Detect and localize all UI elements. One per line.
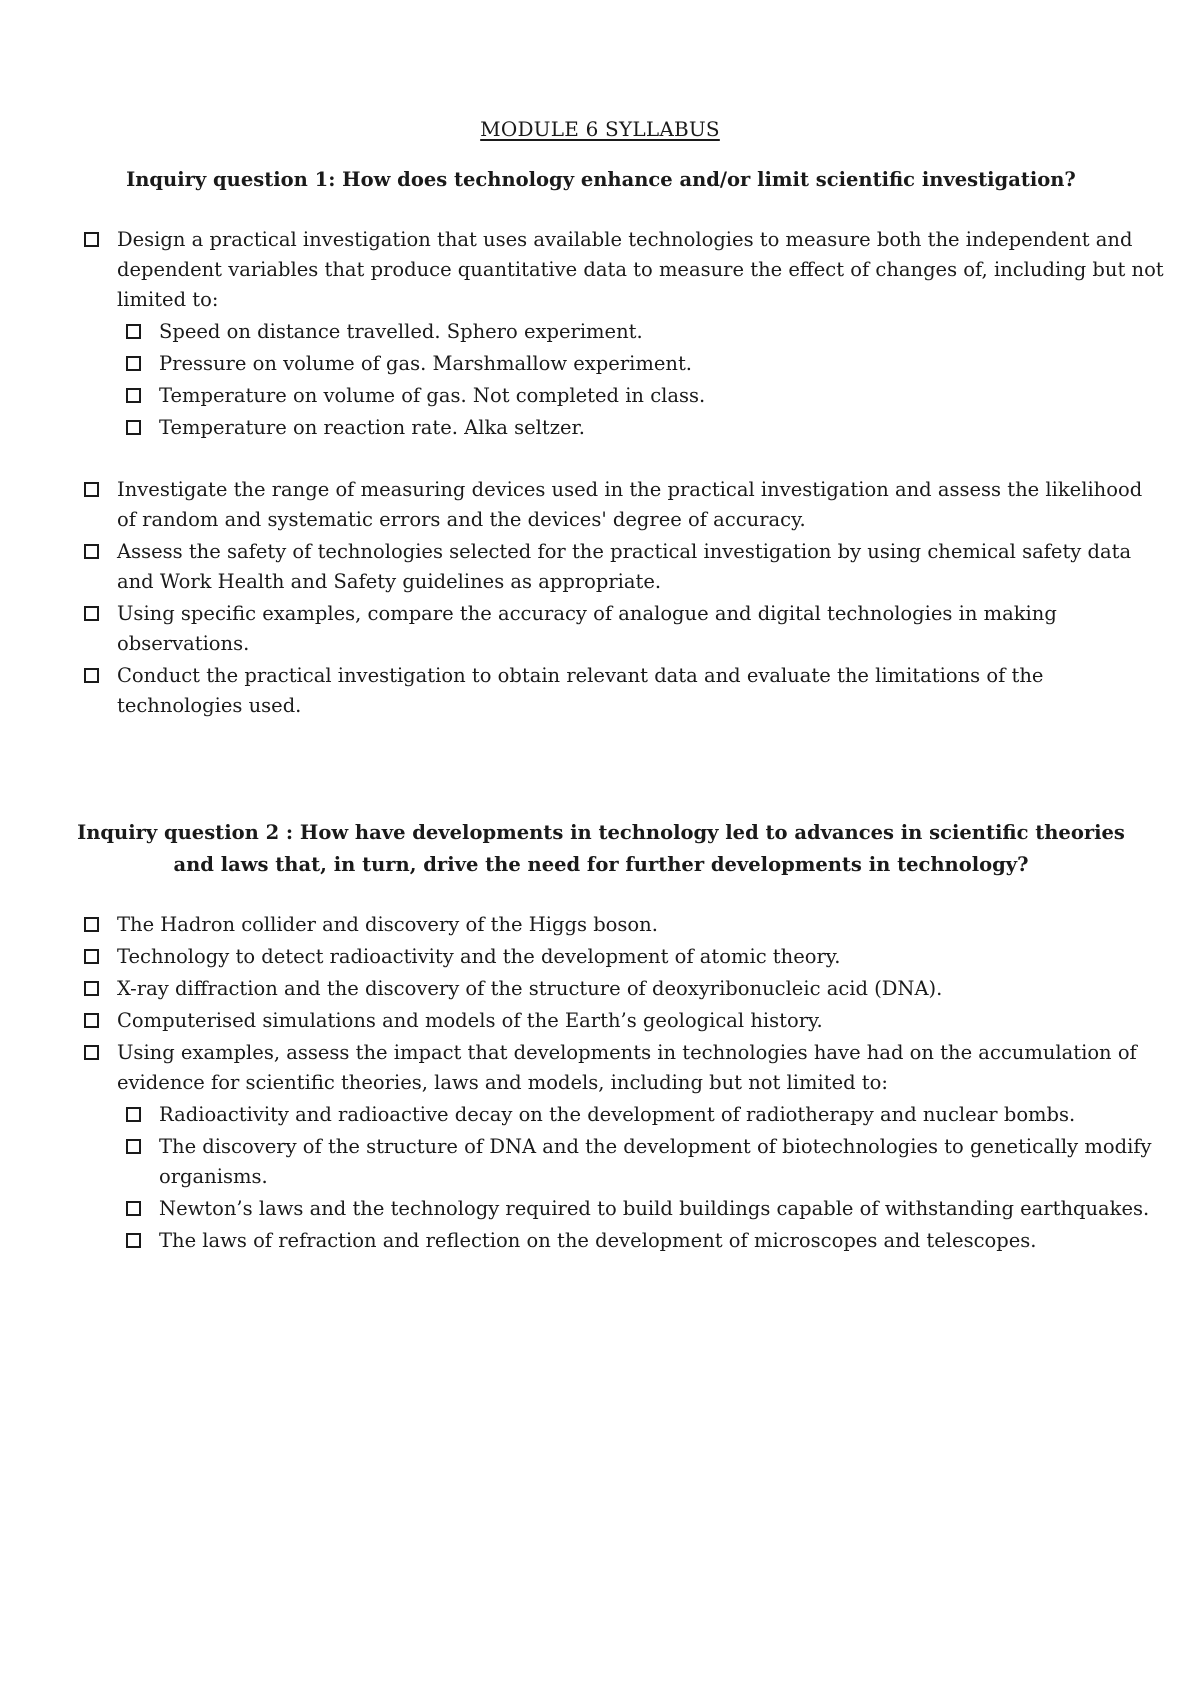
checklist-item — [0, 537, 1167, 597]
checklist-subitem — [0, 1194, 1167, 1224]
checklist-subitem-text: Temperature on volume of gas. Not completed in class. — [159, 384, 706, 407]
checkbox-icon[interactable] — [126, 1201, 141, 1216]
checklist-subitem — [0, 1226, 1167, 1256]
page-title: MODULE 6 SYLLABUS — [480, 117, 720, 141]
checklist-item-text: Design a practical investigation that uses available technologies to measure both the independent and dependent variables that produce quantitative data to measure the effect of changes of, including but not limited to: — [117, 228, 1164, 311]
list-spacer — [0, 445, 1200, 475]
checklist-subitem — [0, 1132, 1167, 1192]
checklist-subitem-text: Pressure on volume of gas. Marshmallow experiment. — [159, 352, 693, 375]
checkbox-icon[interactable] — [84, 232, 99, 247]
checklist-subitem-text: Speed on distance travelled. Sphero experiment. — [159, 320, 643, 343]
checkbox-icon[interactable] — [84, 668, 99, 683]
checkbox-icon[interactable] — [84, 544, 99, 559]
checklist-item — [0, 225, 1167, 315]
checklist-item — [0, 910, 1167, 940]
checkbox-icon[interactable] — [126, 356, 141, 371]
checkbox-icon[interactable] — [84, 482, 99, 497]
checklist-subitem — [0, 317, 1167, 347]
checklist-item — [0, 661, 1167, 721]
checkbox-icon[interactable] — [126, 388, 141, 403]
checklist-subitem-text: The discovery of the structure of DNA and the development of biotechnologies to genetically modify organisms. — [159, 1135, 1152, 1188]
checklist-subitem-text: The laws of refraction and reflection on the development of microscopes and telescopes. — [159, 1229, 1037, 1252]
checklist-subitem — [0, 1100, 1167, 1130]
checklist-item — [0, 1038, 1167, 1098]
checklist-item — [0, 1006, 1167, 1036]
checkbox-icon[interactable] — [84, 1013, 99, 1028]
checkbox-icon[interactable] — [126, 1107, 141, 1122]
checklist-subitem — [0, 349, 1167, 379]
checklist-item-text: Assess the safety of technologies selected for the practical investigation by using chemical safety data and Work Health and Safety guidelines as appropriate. — [117, 540, 1132, 593]
checklist-item-text: The Hadron collider and discovery of the Higgs boson. — [117, 913, 658, 936]
checklist-subitem-text: Temperature on reaction rate. Alka seltzer. — [159, 416, 585, 439]
checklist-item-text: Conduct the practical investigation to obtain relevant data and evaluate the limitations of the technologies used. — [117, 664, 1044, 717]
checklist-item — [0, 974, 1167, 1004]
checklist-item-text: X-ray diffraction and the discovery of the structure of deoxyribonucleic acid (DNA). — [117, 977, 943, 1000]
checklist-item-text: Using specific examples, compare the accuracy of analogue and digital technologies in making observations. — [117, 602, 1057, 655]
inquiry-question-1-list — [0, 225, 1200, 723]
checklist-item — [0, 599, 1167, 659]
checklist-item-text: Technology to detect radioactivity and the development of atomic theory. — [117, 945, 841, 968]
checkbox-icon[interactable] — [126, 1139, 141, 1154]
checkbox-icon[interactable] — [84, 606, 99, 621]
checklist-item-text: Investigate the range of measuring devices used in the practical investigation and assess the likelihood of random and systematic errors and the devices' degree of accuracy. — [117, 478, 1143, 531]
checklist-item — [0, 475, 1167, 535]
checkbox-icon[interactable] — [84, 917, 99, 932]
checkbox-icon[interactable] — [126, 324, 141, 339]
checkbox-icon[interactable] — [126, 1233, 141, 1248]
checklist-item — [0, 942, 1167, 972]
checklist-subitem — [0, 381, 1167, 411]
checklist-subitem-text: Newton’s laws and the technology required to build buildings capable of withstanding earthquakes. — [159, 1197, 1150, 1220]
inquiry-question-1-heading: Inquiry question 1: How does technology enhance and/or limit scientific investigation? — [126, 168, 1076, 191]
checkbox-icon[interactable] — [84, 1045, 99, 1060]
checklist-subitem-text: Radioactivity and radioactive decay on the development of radiotherapy and nuclear bombs. — [159, 1103, 1076, 1126]
checkbox-icon[interactable] — [126, 420, 141, 435]
checkbox-icon[interactable] — [84, 981, 99, 996]
inquiry-question-2-list — [0, 910, 1200, 1258]
checklist-item-text: Computerised simulations and models of the Earth’s geological history. — [117, 1009, 823, 1032]
checkbox-icon[interactable] — [84, 949, 99, 964]
checklist-item-text: Using examples, assess the impact that developments in technologies have had on the accumulation of evidence for scientific theories, laws and models, including but not limited to: — [117, 1041, 1137, 1094]
inquiry-question-2-heading: Inquiry question 2 : How have developments in technology led to advances in scientific theories and laws that, in turn, drive the need for further developments in technology? — [77, 821, 1125, 876]
checklist-subitem — [0, 413, 1167, 443]
